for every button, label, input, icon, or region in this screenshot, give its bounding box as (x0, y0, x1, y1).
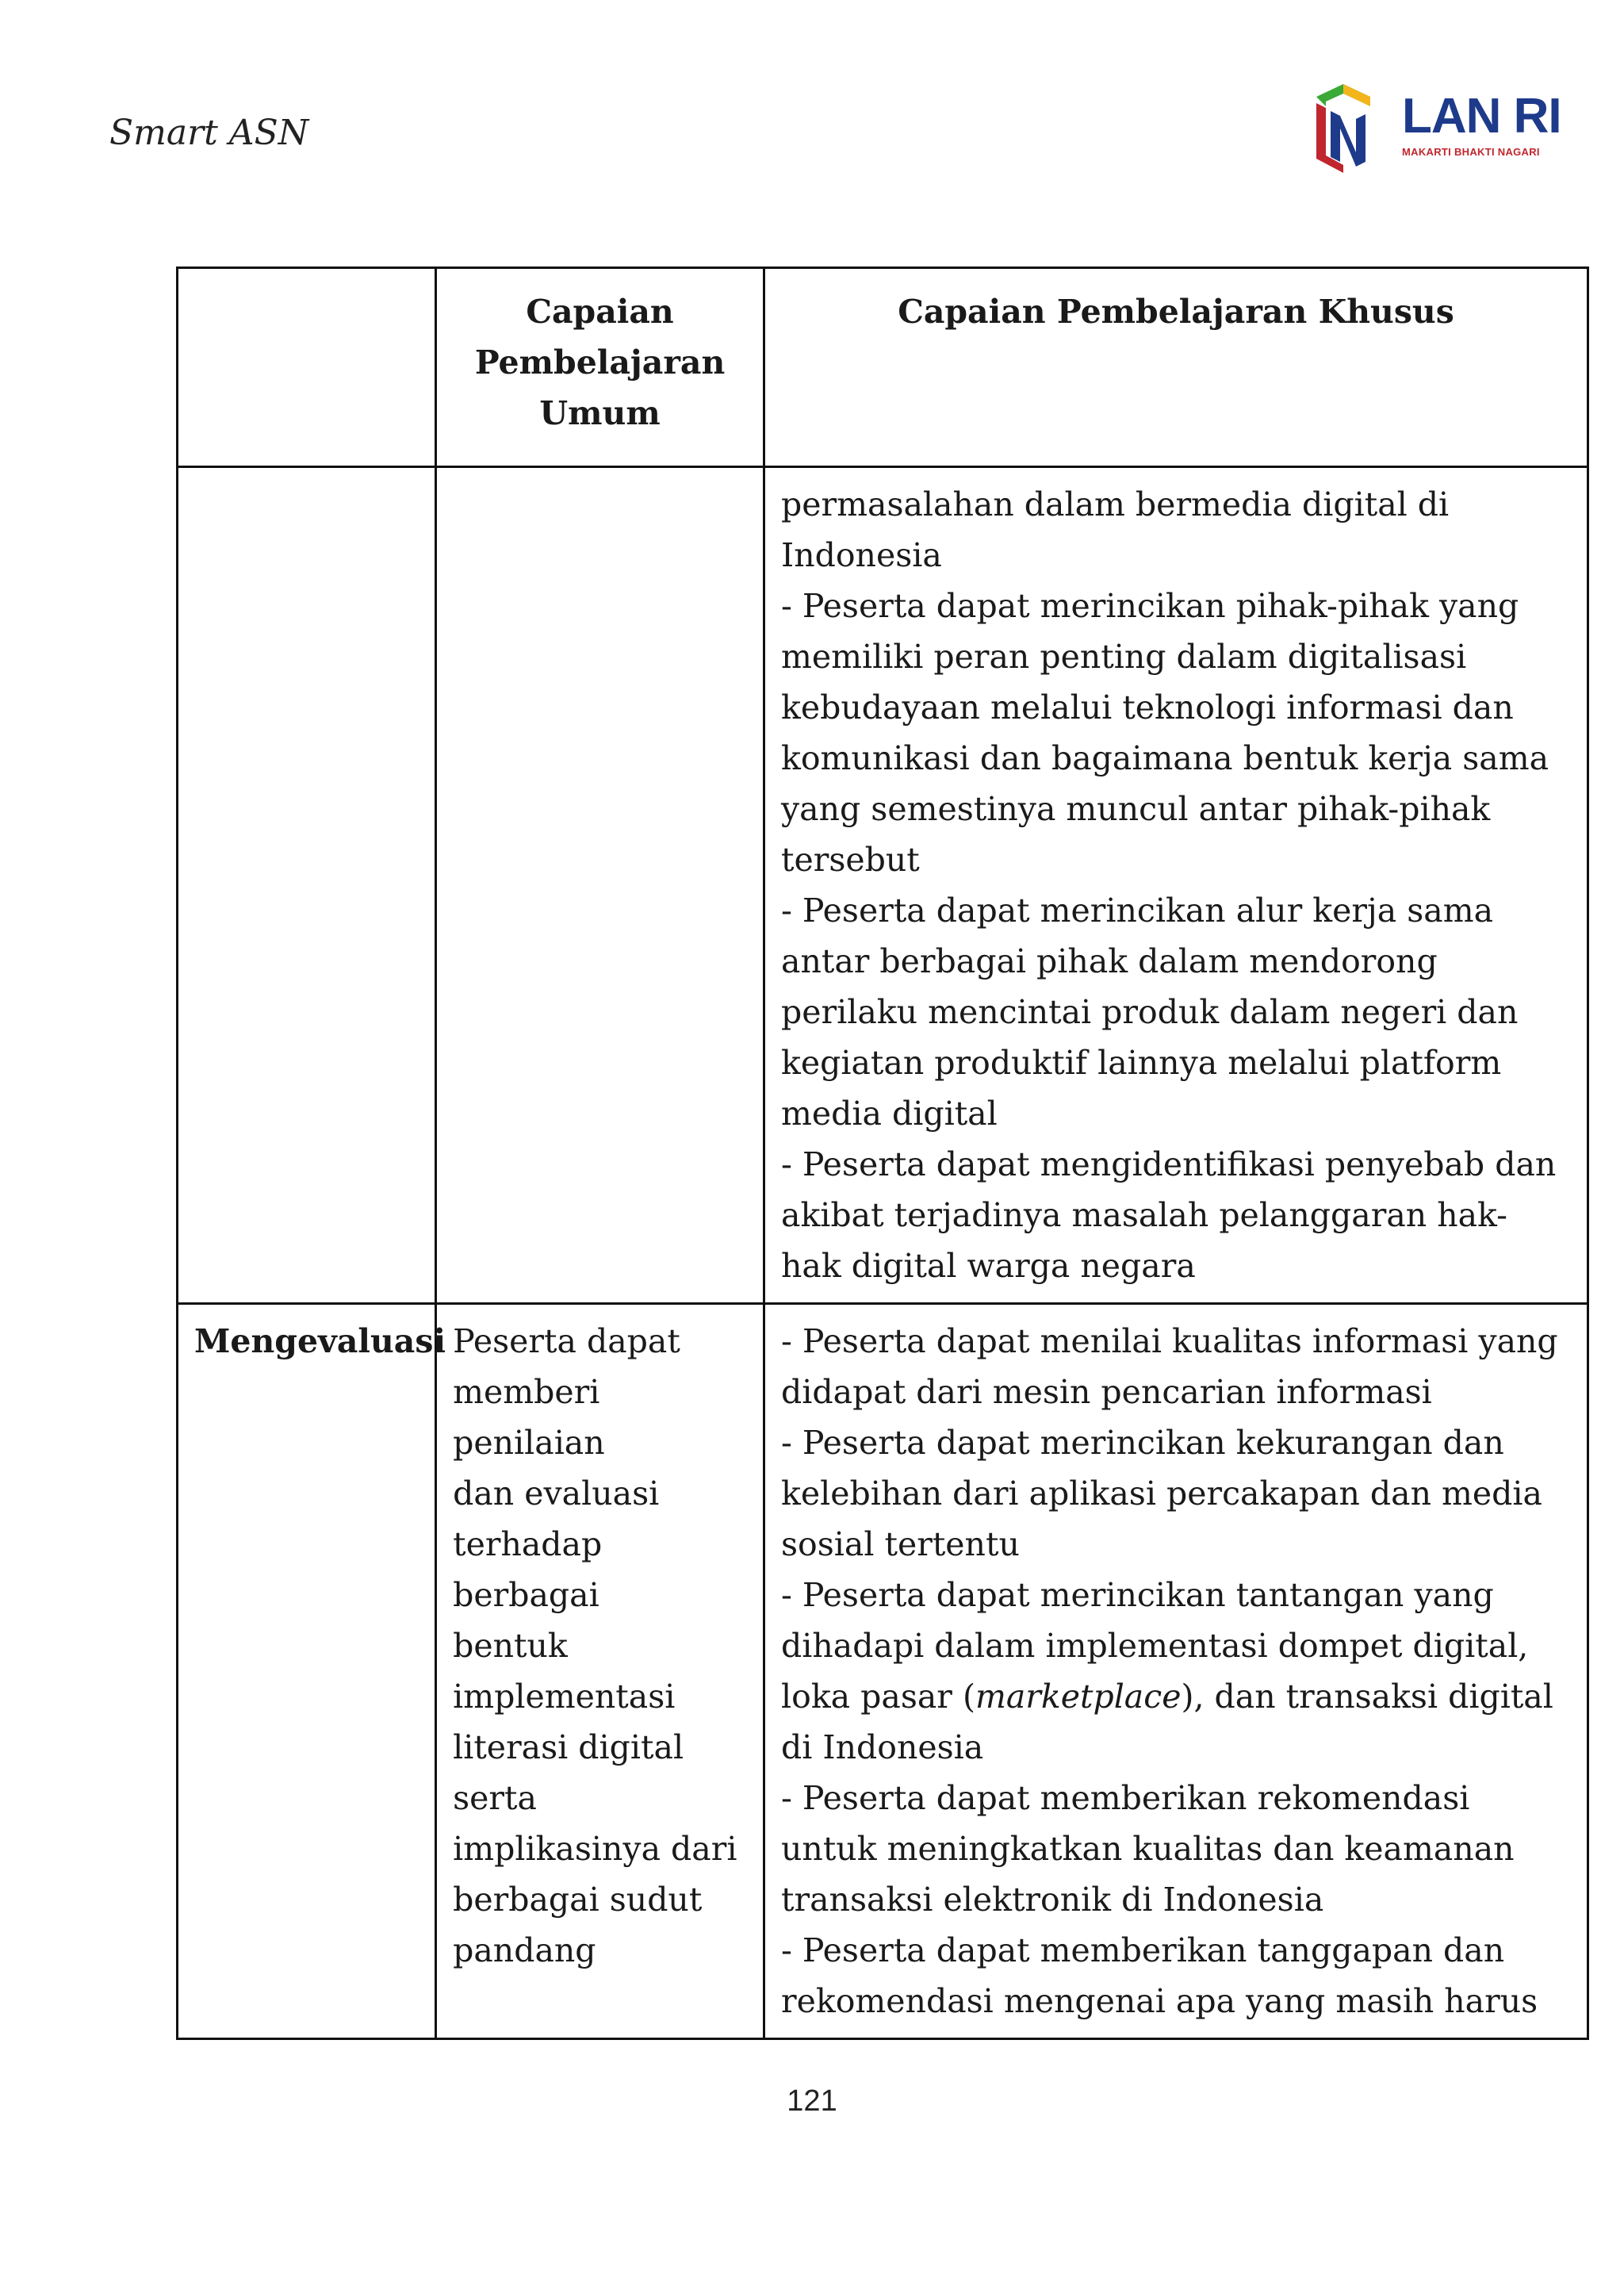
running-header: Smart ASN (109, 113, 309, 153)
specific-outcome-line: - Peserta dapat merincikan pihak-pihak yang (781, 587, 1519, 625)
specific-outcome-line: - Peserta dapat mengidentifikasi penyebab dan (781, 1145, 1557, 1183)
specific-outcome-line: yang semestinya muncul antar pihak-pihak (781, 790, 1491, 828)
inline-text: loka pasar ( (781, 1678, 975, 1716)
specific-outcome-line: media digital (781, 1095, 998, 1133)
specific-outcome-line: dihadapi dalam implementasi dompet digital, (781, 1627, 1529, 1665)
general-outcome-line: dan evaluasi (453, 1474, 660, 1513)
learning-outcomes-table (176, 266, 1589, 2040)
general-outcome-cell (436, 467, 764, 1304)
inline-italic-term: marketplace (975, 1678, 1182, 1716)
general-outcome-line: implementasi (453, 1678, 676, 1716)
logo-wordmark: LAN RI (1402, 89, 1561, 144)
general-outcome-line: berbagai sudut (453, 1881, 703, 1919)
header-general-line: Umum (539, 394, 661, 432)
row-label-cell: Mengevaluasi (178, 1304, 436, 2039)
specific-outcome-line: didapat dari mesin pencarian informasi (781, 1373, 1432, 1411)
specific-outcome-line: rekomendasi mengenai apa yang masih harus (781, 1982, 1538, 2020)
header-general-line: Capaian (526, 293, 674, 331)
specific-outcome-line: - Peserta dapat merincikan tantangan yang (781, 1576, 1494, 1614)
specific-outcome-line: perilaku mencintai produk dalam negeri dan (781, 993, 1519, 1031)
general-outcome-line: Peserta dapat (453, 1322, 680, 1360)
header-cell-general (436, 268, 764, 467)
table-row (178, 467, 1588, 1304)
specific-outcome-line: - Peserta dapat merincikan kekurangan dan (781, 1424, 1504, 1462)
specific-outcome-line: - Peserta dapat memberikan tanggapan dan (781, 1931, 1505, 1969)
specific-outcome-cell (764, 467, 1588, 1304)
specific-outcome-line: kelebihan dari aplikasi percakapan dan media (781, 1474, 1542, 1513)
header-general-line: Pembelajaran (474, 343, 726, 382)
specific-outcome-cell (764, 1304, 1588, 2039)
general-outcome-line: bentuk (453, 1627, 568, 1665)
general-outcome-line: terhadap berbagai (453, 1525, 603, 1614)
table-row (178, 1304, 1588, 2039)
specific-outcome-line: kegiatan produktif lainnya melalui platform (781, 1044, 1502, 1082)
table-header-row (178, 268, 1588, 467)
inline-text: ), dan transaksi digital (1181, 1678, 1553, 1716)
general-outcome-line: pandang (453, 1931, 596, 1969)
specific-outcome-line: permasalahan dalam bermedia digital di (781, 485, 1450, 523)
specific-outcome-line: kebudayaan melalui teknologi informasi dan (781, 688, 1514, 727)
specific-outcome-line: - Peserta dapat menilai kualitas informasi yang (781, 1322, 1558, 1360)
specific-outcome-line: memiliki peran penting dalam digitalisasi (781, 638, 1467, 676)
header-cell-specific: Capaian Pembelajaran Khusus (764, 268, 1588, 467)
row-label-cell (178, 467, 436, 1304)
specific-outcome-line: di Indonesia (781, 1728, 984, 1766)
specific-outcome-line: antar berbagai pihak dalam mendorong (781, 942, 1438, 980)
page-number: 121 (787, 2084, 837, 2118)
specific-outcome-line: - Peserta dapat memberikan rekomendasi (781, 1779, 1470, 1817)
general-outcome-line: implikasinya dari (453, 1830, 737, 1868)
general-outcome-line: literasi digital serta (453, 1728, 684, 1817)
specific-outcome-line: tersebut (781, 841, 920, 879)
specific-outcome-line: Indonesia (781, 536, 942, 574)
header-cell-empty (178, 268, 436, 467)
specific-outcome-line: untuk meningkatkan kualitas dan keamanan (781, 1830, 1515, 1868)
specific-outcome-line: transaksi elektronik di Indonesia (781, 1881, 1324, 1919)
logo-tagline: MAKARTI BHAKTI NAGARI (1402, 146, 1540, 158)
specific-outcome-line (781, 1671, 1571, 1722)
specific-outcome-line: akibat terjadinya masalah pelanggaran hak- (781, 1196, 1508, 1234)
specific-outcome-line: hak digital warga negara (781, 1247, 1196, 1285)
specific-outcome-line: komunikasi dan bagaimana bentuk kerja sama (781, 739, 1549, 777)
specific-outcome-line: sosial tertentu (781, 1525, 1020, 1563)
general-outcome-line: memberi penilaian (453, 1373, 605, 1462)
specific-outcome-line: - Peserta dapat merincikan alur kerja sama (781, 892, 1494, 930)
general-outcome-cell (436, 1304, 764, 2039)
